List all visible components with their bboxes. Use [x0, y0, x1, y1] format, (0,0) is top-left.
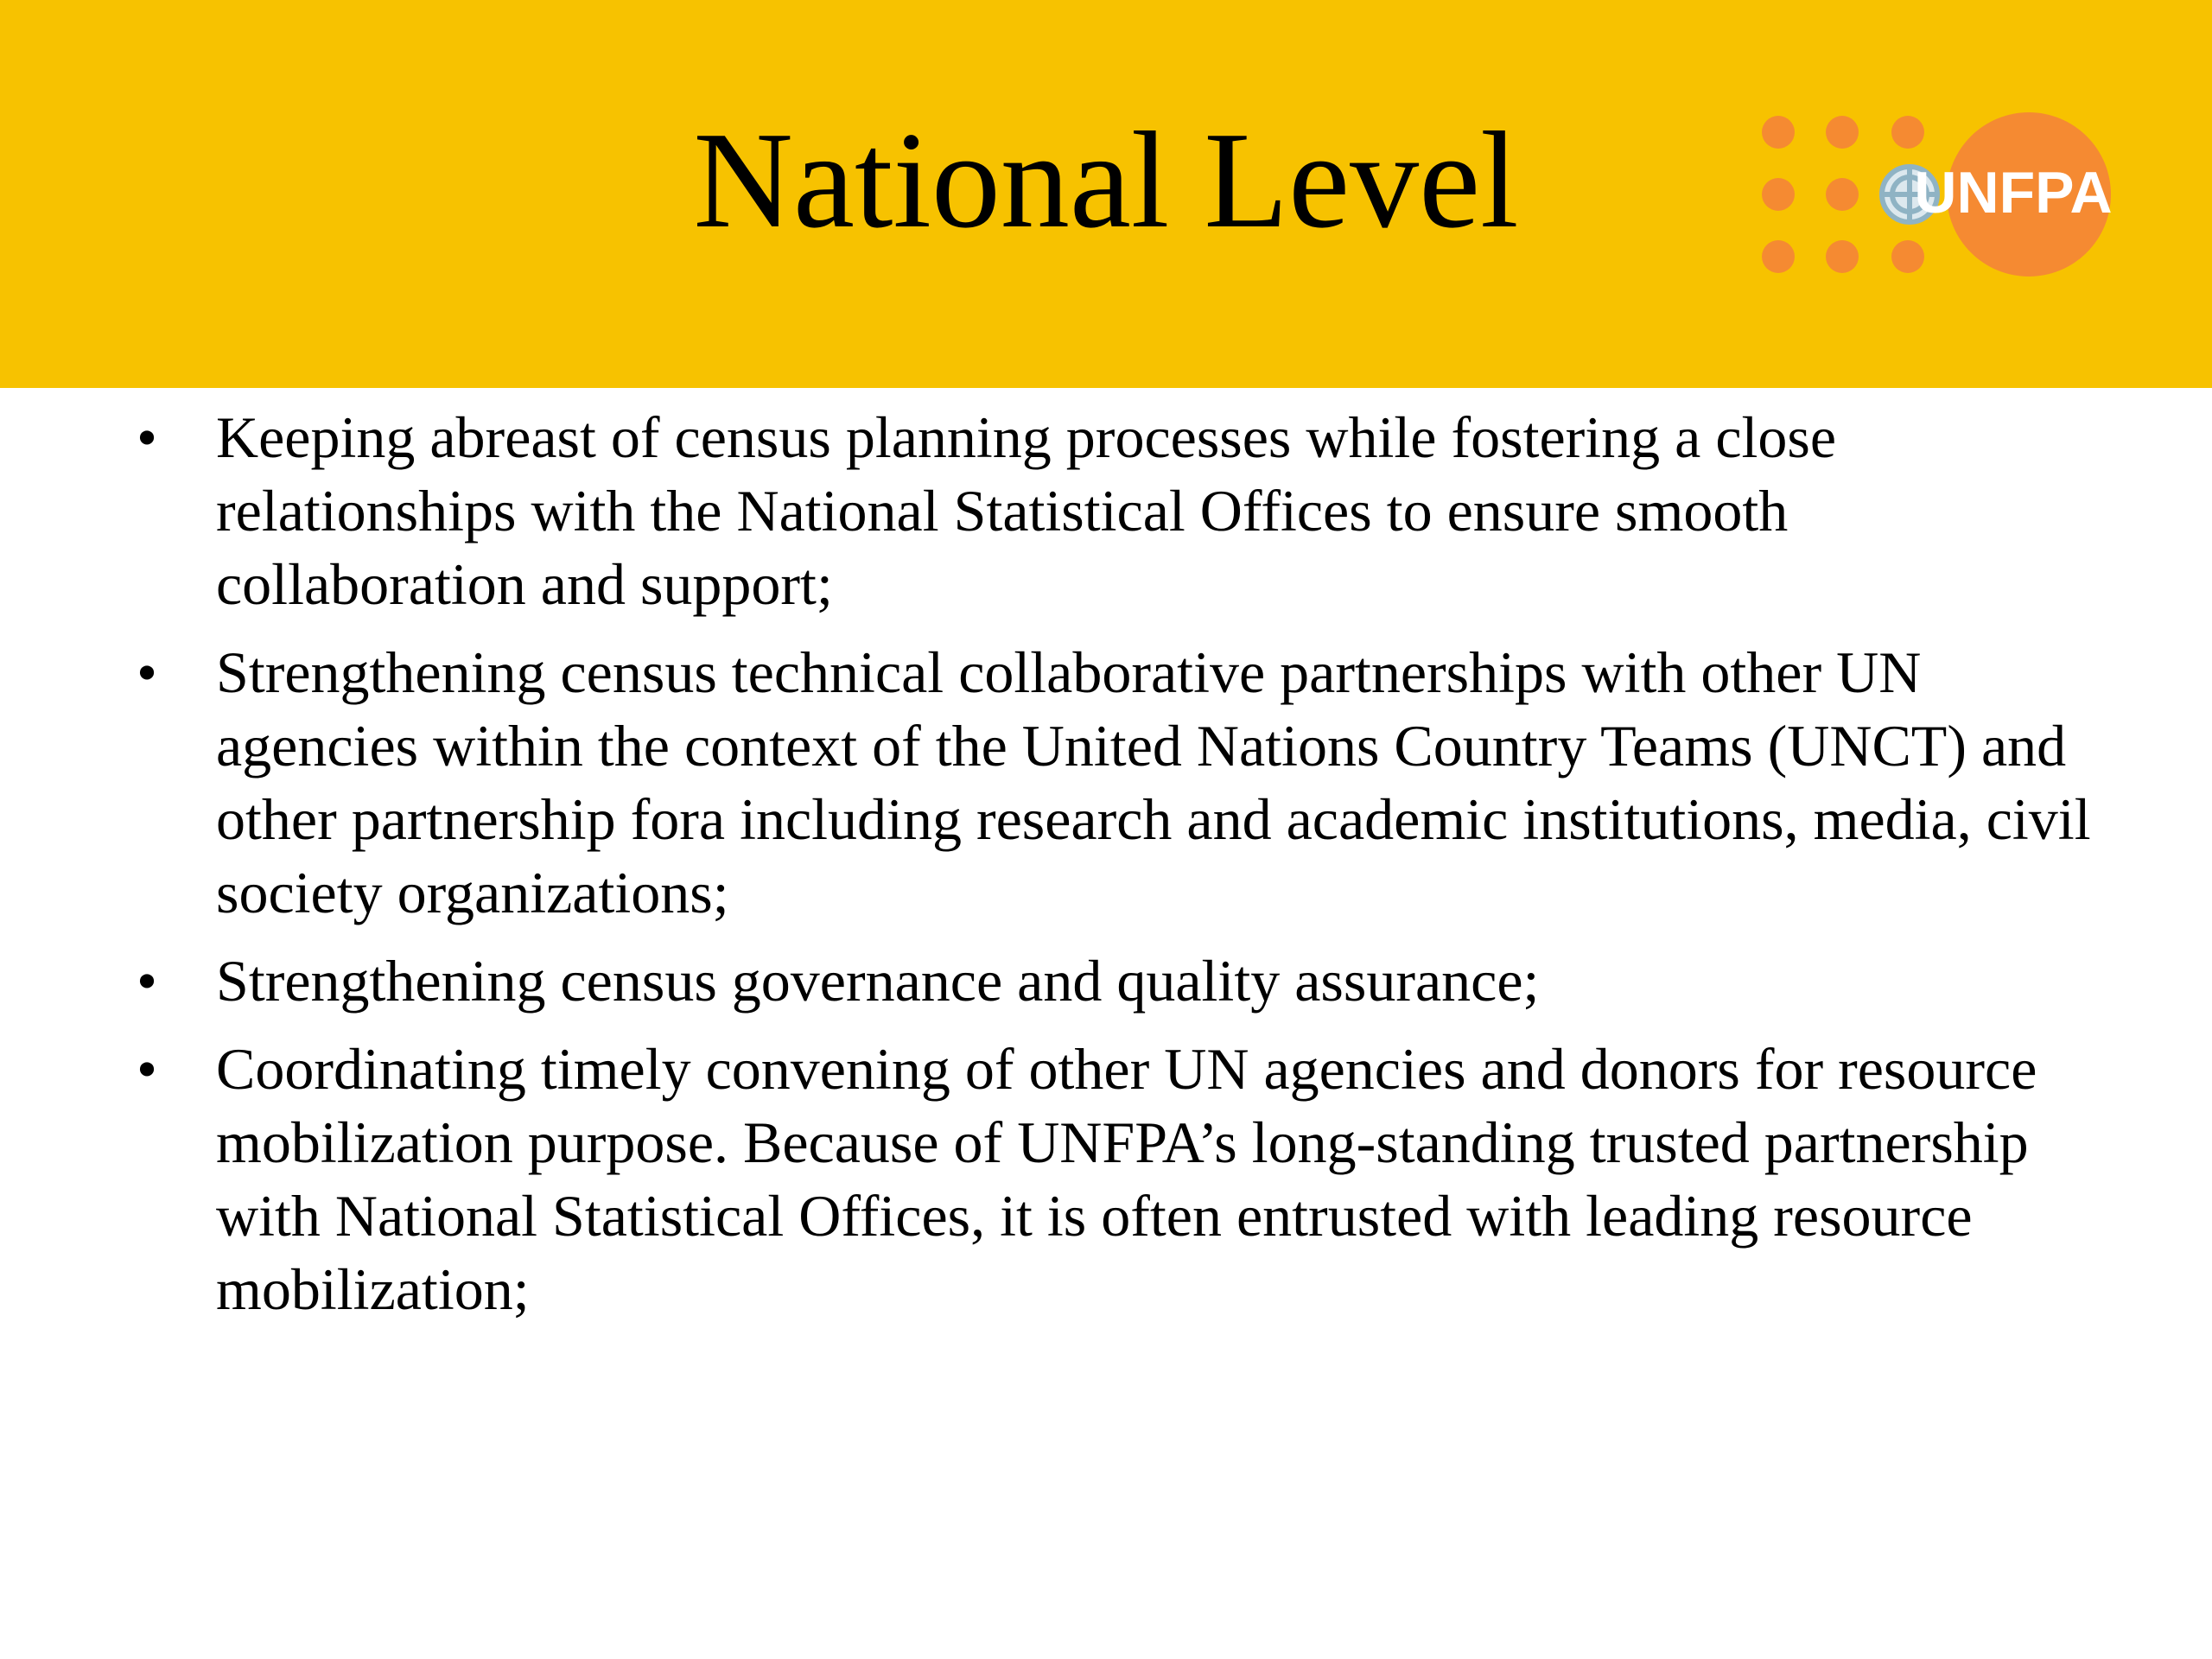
bullet-item	[137, 1033, 2100, 1326]
bullet-marker: •	[137, 948, 157, 1014]
bullet-text: Strengthening census governance and quality assurance;	[216, 948, 1540, 1014]
bullet-item	[137, 636, 2100, 930]
bullet-text: Coordinating timely convening of other UN agencies and donors for resource mobilization purpose. Because of UNFPA’s long-standing trusted partnership with National Statistical Offices, it is often entrusted with leading resource mobilization;	[216, 1036, 2037, 1322]
bullet-item	[137, 401, 2100, 621]
bullet-text: Strengthening census technical collaborative partnerships with other UN agencies within the context of the United Nations Country Teams (UNCT) and other partnership fora including research and academic institutions, media, civil society organizations;	[216, 639, 2091, 925]
bullet-item	[137, 944, 2100, 1018]
bullet-marker: •	[137, 404, 157, 470]
bullet-list	[137, 401, 2100, 1341]
unfpa-logo	[1745, 104, 2126, 285]
slide-title: National Level	[693, 103, 1519, 257]
bullet-marker: •	[137, 1036, 157, 1102]
bullet-text: Keeping abreast of census planning processes while fostering a close relationships with the National Statistical Offices to ensure smooth collaboration and support;	[216, 404, 1837, 617]
bullet-marker: •	[137, 639, 157, 705]
logo-text: UNFPA	[1914, 160, 2113, 226]
